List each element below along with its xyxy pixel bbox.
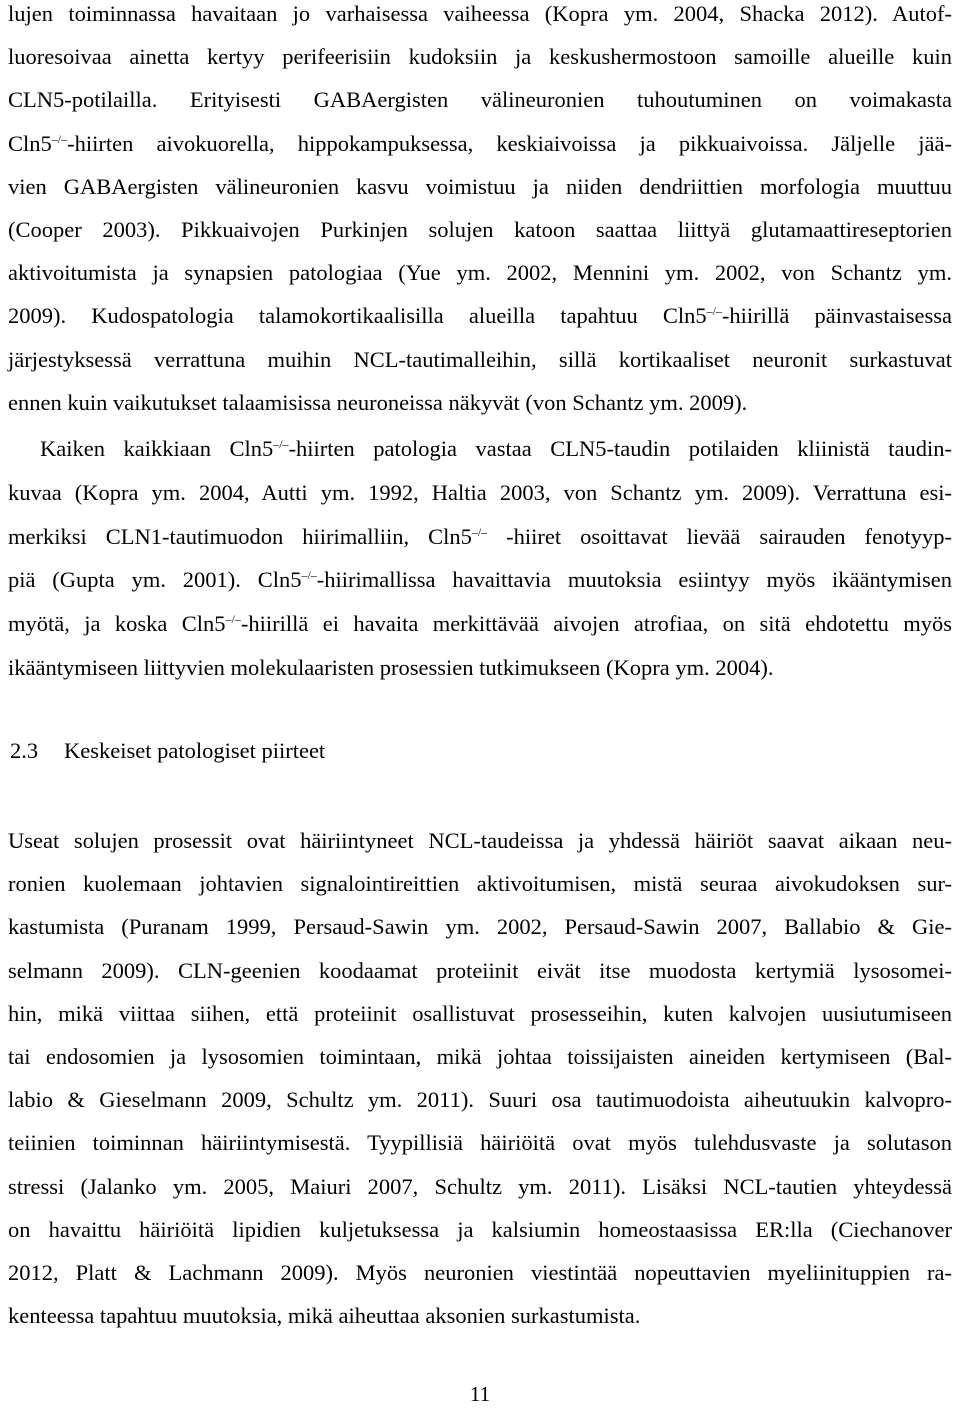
text-line: selmann 2009). CLN-geenien koodaamat proteiinit eivät itse muodosta kertymiä lysosomei- xyxy=(8,957,952,983)
text-segment: Kaiken kaikkiaan Cln5 xyxy=(40,436,274,461)
text-line xyxy=(40,435,952,463)
page-number: 11 xyxy=(469,1382,491,1406)
text-line: on havaittu häiriöitä lipidien kuljetuksessa ja kalsiumin homeostaasissa ER:lla (Ciechanover xyxy=(8,1216,952,1242)
text-line xyxy=(8,566,952,594)
text-line: ikääntymiseen liittyvien molekulaaristen prosessien tutkimukseen (Kopra ym. 2004). xyxy=(8,655,774,680)
text-line xyxy=(8,130,952,158)
text-line: stressi (Jalanko ym. 2005, Maiuri 2007, Schultz ym. 2011). Lisäksi NCL-tautien yhteydessä xyxy=(8,1173,952,1199)
text-line: ronien kuolemaan johtavien signalointireittien aktivoitumisen, mistä seuraa aivokudoksen sur- xyxy=(8,871,952,897)
text-line: labio & Gieselmann 2009, Schultz ym. 2011). Suuri osa tautimuodoista aiheutuukin kalvopro- xyxy=(8,1087,952,1113)
text-line: CLN5-potilailla. Erityisesti GABAergisten välineuronien tuhoutuminen on voimakasta xyxy=(8,87,952,113)
text-line: Useat solujen prosessit ovat häiriintyneet NCL-taudeissa ja yhdessä häiriöt saavat aikaan neu- xyxy=(8,828,952,853)
section-title: Keskeiset patologiset piirteet xyxy=(64,738,326,763)
text-line: teiinien toiminnan häiriintymisestä. Tyypillisiä häiriöitä ovat myös tulehdusvaste ja solutason xyxy=(8,1130,952,1156)
text-line: kuvaa (Kopra ym. 2004, Autti ym. 1992, Haltia 2003, von Schantz ym. 2009). Verrattuna esi- xyxy=(8,479,952,505)
text-segment: -hiirten aivokuorella, hippokampuksessa, keskiaivoissa ja pikkuaivoissa. Jäljelle jää- xyxy=(67,130,952,156)
text-line: luoresoivaa ainetta kertyy perifeerisiin kudoksiin ja keskushermostoon samoille alueille kuin xyxy=(8,44,952,70)
text-line: aktivoitumista ja synapsien patologiaa (Yue ym. 2002, Mennini ym. 2002, von Schantz ym. xyxy=(8,260,952,286)
text-line: tai endosomien ja lysosomien toimintaan, mikä johtaa toissijaisten aineiden kertymiseen (Bal- xyxy=(8,1044,952,1069)
text-line: (Cooper 2003). Pikkuaivojen Purkinjen solujen katoon saattaa liittyä glutamaattireseptorien xyxy=(8,217,952,242)
genotype-superscript: –/– xyxy=(273,437,289,451)
genotype-superscript: –/– xyxy=(225,612,241,627)
text-segment: -hiirillä ei havaita merkittävää aivojen atrofiaa, on sitä ehdotettu myös xyxy=(240,611,952,637)
genotype-superscript: –/– xyxy=(706,304,722,319)
section-heading xyxy=(10,737,325,765)
text-line: 2012, Platt & Lachmann 2009). Myös neuronien viestintää nopeuttavien myeliinituppien ra- xyxy=(8,1260,952,1285)
text-segment: -hiirimallissa havaittavia muutoksia esiintyy myös ikääntymisen xyxy=(316,567,952,593)
text-segment: -hiirten patologia vastaa CLN5-taudin potilaiden kliinistä taudin- xyxy=(288,436,952,461)
text-segment: merkiksi CLN1-tautimuodon hiirimalliin, Cln5 xyxy=(8,523,472,549)
genotype-superscript: –/– xyxy=(471,524,488,539)
text-line: lujen toiminnassa havaitaan jo varhaisessa vaiheessa (Kopra ym. 2004, Shacka 2012). Autof- xyxy=(8,1,952,26)
text-line: kenteessa tapahtuu muutoksia, mikä aiheuttaa aksonien surkastumista. xyxy=(8,1303,641,1329)
text-line: ennen kuin vaikutukset talaamisissa neuroneissa näkyvät (von Schantz ym. 2009). xyxy=(8,389,748,415)
section-number: 2.3 xyxy=(10,738,39,763)
genotype-superscript: –/– xyxy=(301,568,317,583)
text-line: kastumista (Puranam 1999, Persaud-Sawin ym. 2002, Persaud-Sawin 2007, Ballabio & Gie- xyxy=(8,914,952,940)
genotype-superscript: –/– xyxy=(51,131,68,146)
text-line: vien GABAergisten välineuronien kasvu voimistuu ja niiden dendriittien morfologia muuttuu xyxy=(8,173,952,199)
text-segment: Cln5 xyxy=(8,130,52,156)
text-segment: -hiirillä päinvastaisessa xyxy=(721,303,952,329)
text-line xyxy=(8,523,952,551)
text-line xyxy=(8,610,952,638)
text-line xyxy=(8,302,952,330)
text-segment: 2009). Kudospatologia talamokortikaalisilla alueilla tapahtuu Cln5 xyxy=(8,303,707,329)
text-line: järjestyksessä verrattuna muihin NCL-tautimalleihin, sillä kortikaaliset neuronit surkastuvat xyxy=(8,346,952,372)
text-segment: -hiiret osoittavat lievää sairauden fenotyyp- xyxy=(487,523,952,549)
text-line: hin, mikä viittaa siihen, että proteiinit osallistuvat prosesseihin, kuten kalvojen uusiutumiseen xyxy=(8,1000,952,1026)
text-segment: piä (Gupta ym. 2001). Cln5 xyxy=(8,567,302,593)
text-segment: myötä, ja koska Cln5 xyxy=(8,611,226,637)
